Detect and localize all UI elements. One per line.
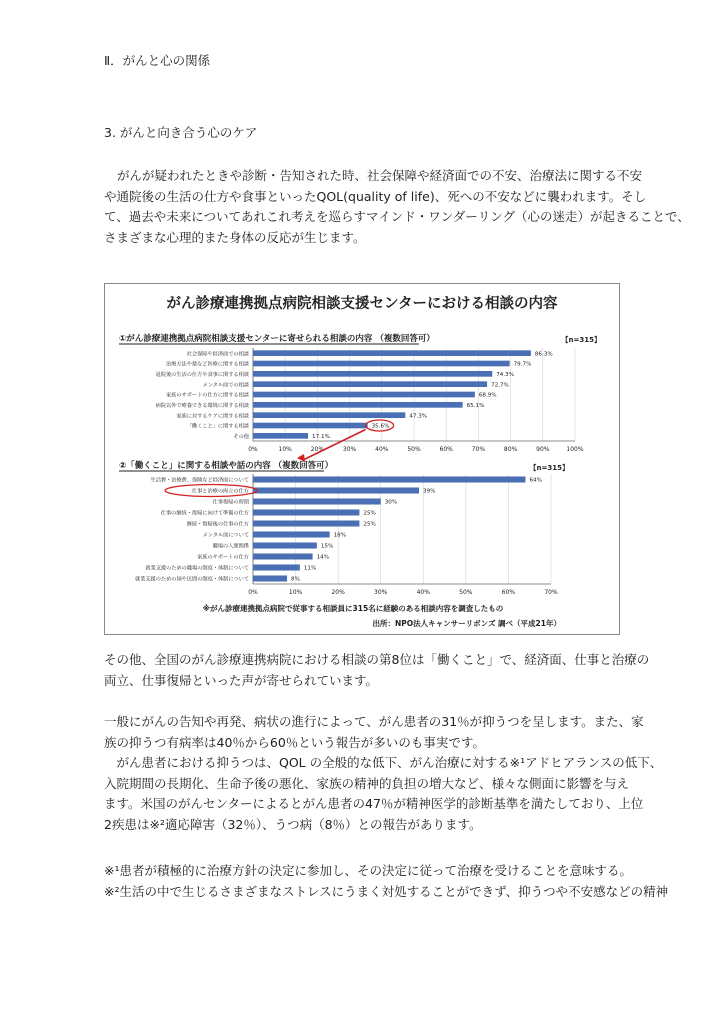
text-line: その他、全国のがん診療連携病院における相談の第8位は「働くこと」で、経済面、仕事と治療の bbox=[104, 652, 650, 667]
chart-subtitle: ②「働くこと」に関する相談や話の内容 （複数回答可） bbox=[119, 461, 334, 471]
value-label: 25% bbox=[363, 521, 376, 528]
category-label: メンタル面について bbox=[202, 532, 249, 539]
x-tick-label: 100% bbox=[566, 446, 584, 453]
text-line: 両立、仕事復帰といった声が寄せられています。 bbox=[104, 672, 379, 688]
text-line: 族の抑うつ有病率は40％から60％という報告が多いのも事実です。 bbox=[104, 734, 485, 750]
category-label: 職場の人間関係 bbox=[212, 543, 249, 550]
value-label: 15% bbox=[320, 543, 334, 550]
x-tick-label: 40% bbox=[416, 589, 430, 596]
text-line: 一般にがんの告知や再発、病状の進行によって、がん患者の31％が抑うつを呈します。また、家 bbox=[104, 714, 644, 729]
text-line: 2疾患は※²適応障害（32％）、うつ病（8％）との報告があります。 bbox=[104, 816, 482, 832]
x-tick-label: 30% bbox=[342, 446, 357, 453]
x-tick-label: 10% bbox=[288, 589, 303, 596]
value-label: 64% bbox=[529, 477, 542, 484]
x-tick-label: 90% bbox=[536, 446, 550, 453]
bar bbox=[253, 433, 308, 439]
text-line: 入院期間の長期化、生命予後の悪化、家族の精神的負担の増大など、様々な側面に影響を与え bbox=[104, 775, 630, 791]
value-label: 86.3% bbox=[534, 351, 553, 358]
x-tick-label: 80% bbox=[503, 446, 518, 453]
value-label: 74.3% bbox=[496, 372, 515, 379]
category-label: 仕事の継続・復帰に向けて準備の仕方 bbox=[160, 510, 249, 517]
category-label: 家族に対するケアに関する相談 bbox=[176, 413, 249, 420]
figure-title: がん診療連携拠点病院相談支援センターにおける相談の内容 bbox=[166, 296, 558, 312]
category-label: 就業支援のための職場の制度・体制について bbox=[145, 565, 249, 572]
category-label: 退院後の生活の仕方や食事に関する相談 bbox=[155, 372, 249, 379]
text-line: がんが疑われたときや診断・告知された時、社会保障や経済面での不安、治療法に関する不安 bbox=[117, 168, 643, 183]
bar bbox=[253, 564, 300, 570]
bar bbox=[253, 476, 525, 482]
bar bbox=[253, 487, 419, 493]
n-label: 【n=315】 bbox=[529, 464, 569, 472]
category-label: 社会保障や経済面での相談 bbox=[186, 351, 249, 358]
text-line: や通院後の生活の仕方や食事といったQOL(quality of life)、死への不安などに襲われます。そし bbox=[104, 188, 647, 204]
value-label: 39% bbox=[423, 488, 436, 495]
category-label: 就業支援のための国や民間の制度・体制について bbox=[134, 576, 249, 583]
x-tick-label: 70% bbox=[544, 589, 558, 596]
figure-source: 出所：NPO法人キャンサーリボンズ 調べ（平成21年） bbox=[372, 619, 561, 628]
bar bbox=[253, 498, 381, 504]
bar bbox=[253, 509, 359, 515]
value-label: 35.6% bbox=[371, 423, 390, 430]
bar bbox=[253, 381, 487, 387]
paragraph-3 bbox=[104, 712, 662, 835]
intro-paragraph bbox=[104, 166, 690, 248]
chart-2 bbox=[119, 460, 569, 596]
subsection-heading: 3. がんと向き合う心のケア bbox=[104, 125, 258, 140]
footnote-2: ※²生活の中で生じるさまざまなストレスにうまく対処することができず、抑うつや不安感などの精神 bbox=[104, 883, 669, 899]
bar bbox=[253, 423, 368, 429]
category-label: 病院以外で療養できる環境に関する相談 bbox=[155, 403, 249, 410]
x-tick-label: 0% bbox=[248, 589, 258, 596]
category-label: 「働くこと」に関する相談 bbox=[186, 423, 249, 430]
paragraph-2 bbox=[104, 650, 649, 691]
category-label: 継続・復帰後の仕事の仕方 bbox=[186, 521, 249, 528]
bar bbox=[253, 412, 405, 418]
x-tick-label: 20% bbox=[310, 446, 325, 453]
value-label: 18% bbox=[333, 532, 347, 539]
consultation-figure bbox=[104, 283, 620, 635]
category-label: 治療方法や薬など医療に関する相談 bbox=[165, 361, 249, 368]
text-line: がん患者における抑うつは、QOL の全般的な低下、がん治療に対する※¹アドヒアランスの低下、 bbox=[104, 755, 663, 770]
bar bbox=[253, 371, 492, 377]
x-tick-label: 10% bbox=[278, 446, 292, 453]
bar bbox=[253, 575, 287, 581]
bar bbox=[253, 350, 531, 356]
value-label: 68.9% bbox=[478, 392, 497, 399]
bar bbox=[253, 402, 463, 408]
consultation-charts bbox=[105, 284, 619, 634]
value-label: 72.7% bbox=[491, 382, 509, 389]
value-label: 79.7% bbox=[513, 361, 532, 368]
x-tick-label: 20% bbox=[331, 589, 345, 596]
chart-subtitle: ①がん診療連携拠点病院相談支援センターに寄せられる相談の内容 （複数回答可） bbox=[119, 334, 435, 344]
bar bbox=[253, 553, 313, 559]
x-tick-label: 70% bbox=[471, 446, 486, 453]
value-label: 30% bbox=[384, 499, 398, 506]
x-tick-label: 30% bbox=[374, 589, 388, 596]
value-label: 17.1% bbox=[312, 434, 330, 441]
text-line: さまざまな心理的また身体の反応が生じます。 bbox=[104, 229, 366, 245]
bar bbox=[253, 531, 330, 537]
n-label: 【n=315】 bbox=[561, 336, 601, 344]
category-label: 仕事と治療の両立の仕方 bbox=[191, 488, 249, 495]
text-line: て、過去や未来についてあれこれ考えを巡らすマインド・ワンダーリング（心の迷走）が起きることで、 bbox=[104, 209, 690, 224]
value-label: 8% bbox=[291, 576, 300, 583]
category-label: その他 bbox=[233, 434, 249, 441]
x-tick-label: 60% bbox=[439, 446, 453, 453]
value-label: 25% bbox=[363, 510, 376, 517]
bar bbox=[253, 361, 510, 367]
bar bbox=[253, 520, 359, 526]
category-label: 生活費・治療費、保険など経済面について bbox=[150, 477, 249, 484]
value-label: 11% bbox=[303, 565, 317, 572]
value-label: 47.3% bbox=[409, 413, 428, 420]
x-tick-label: 0% bbox=[248, 446, 258, 453]
bar bbox=[253, 542, 317, 548]
footnote-1: ※¹患者が積極的に治療方針の決定に参加し、その決定に従って治療を受けることを意味する。 bbox=[104, 863, 632, 878]
x-tick-label: 40% bbox=[375, 446, 389, 453]
figure-note: ※がん診療連携拠点病院で従事する相談員に315名に経験のある相談内容を調査したもの bbox=[202, 604, 504, 613]
bar bbox=[253, 392, 475, 398]
footnotes bbox=[104, 861, 668, 902]
category-label: 家族のサポートの仕方 bbox=[197, 554, 249, 561]
chart-1 bbox=[119, 333, 601, 453]
section-heading: Ⅱ．がんと心の関係 bbox=[104, 53, 211, 68]
x-tick-label: 60% bbox=[501, 589, 516, 596]
category-label: メンタル面での相談 bbox=[202, 382, 249, 389]
category-label: 家族のサポートの仕方に関する相談 bbox=[165, 392, 249, 399]
x-tick-label: 50% bbox=[459, 589, 473, 596]
text-line: ます。米国のがんセンターによるとがん患者の47％が精神医学的診断基準を満たしており、上位 bbox=[104, 796, 644, 811]
category-label: 仕事復帰の時期 bbox=[212, 499, 249, 506]
value-label: 65.1% bbox=[466, 403, 485, 410]
value-label: 14% bbox=[316, 554, 330, 561]
x-tick-label: 50% bbox=[407, 446, 421, 453]
